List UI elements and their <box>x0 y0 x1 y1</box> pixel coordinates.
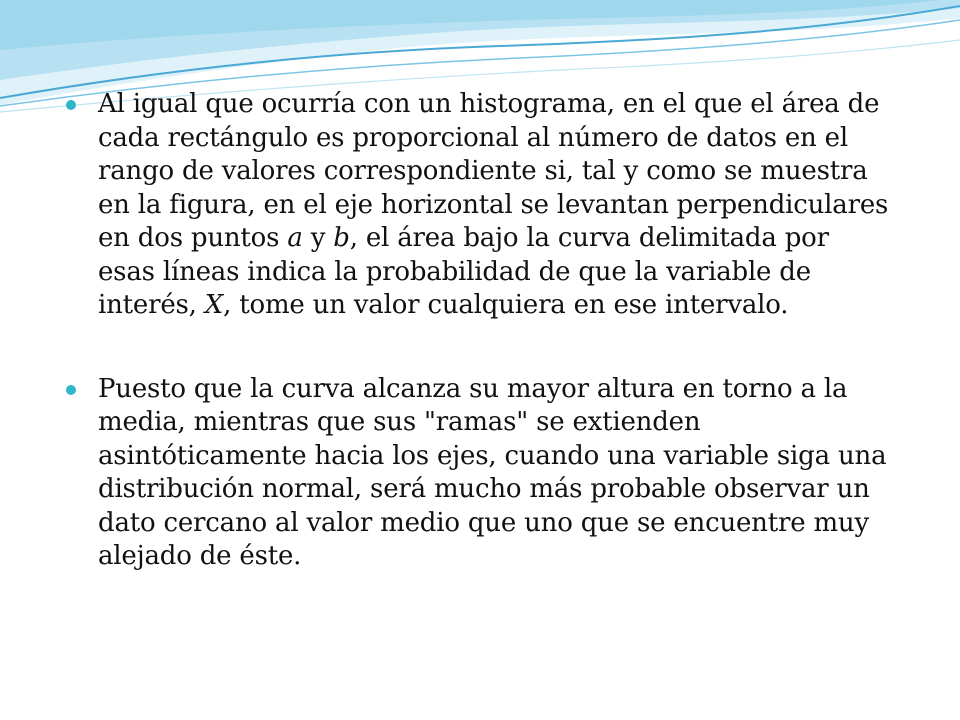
text-fragment: , tome un valor cualquiera en ese intervalo. <box>223 290 789 320</box>
text-fragment: Puesto que la curva alcanza su mayor altura en torno a la media, mientras que sus "ramas" se extienden asintóticamente hacia los ejes, cuando una variable siga una distribución normal, será mucho más probable observar un dato cercano al valor medio que uno que se encuentre muy alejado de éste. <box>98 373 887 571</box>
bullet-item-2 <box>62 373 892 574</box>
italic-fragment: X <box>204 290 224 320</box>
bullet-dot-icon <box>66 385 76 395</box>
bullet-item-1 <box>62 88 892 323</box>
text-fragment: Al igual que ocurría con un histograma, en el que el área de cada rectángulo es proporcional al número de datos en el rango de valores correspondiente si, tal y como se muestra en la figura, en el eje horizontal se levantan perpendiculares en dos puntos <box>98 89 889 253</box>
bullet-text-1 <box>98 89 888 320</box>
italic-fragment: a <box>287 223 303 253</box>
text-fragment: y <box>302 223 334 253</box>
bullet-list <box>62 88 892 574</box>
italic-fragment: b <box>333 223 350 253</box>
text-fragment: , el área bajo la curva delimitada por esas líneas indica la probabilidad de que la variable de interés, <box>98 223 829 320</box>
bullet-dot-icon <box>66 100 76 110</box>
bullet-text-2 <box>98 374 886 572</box>
